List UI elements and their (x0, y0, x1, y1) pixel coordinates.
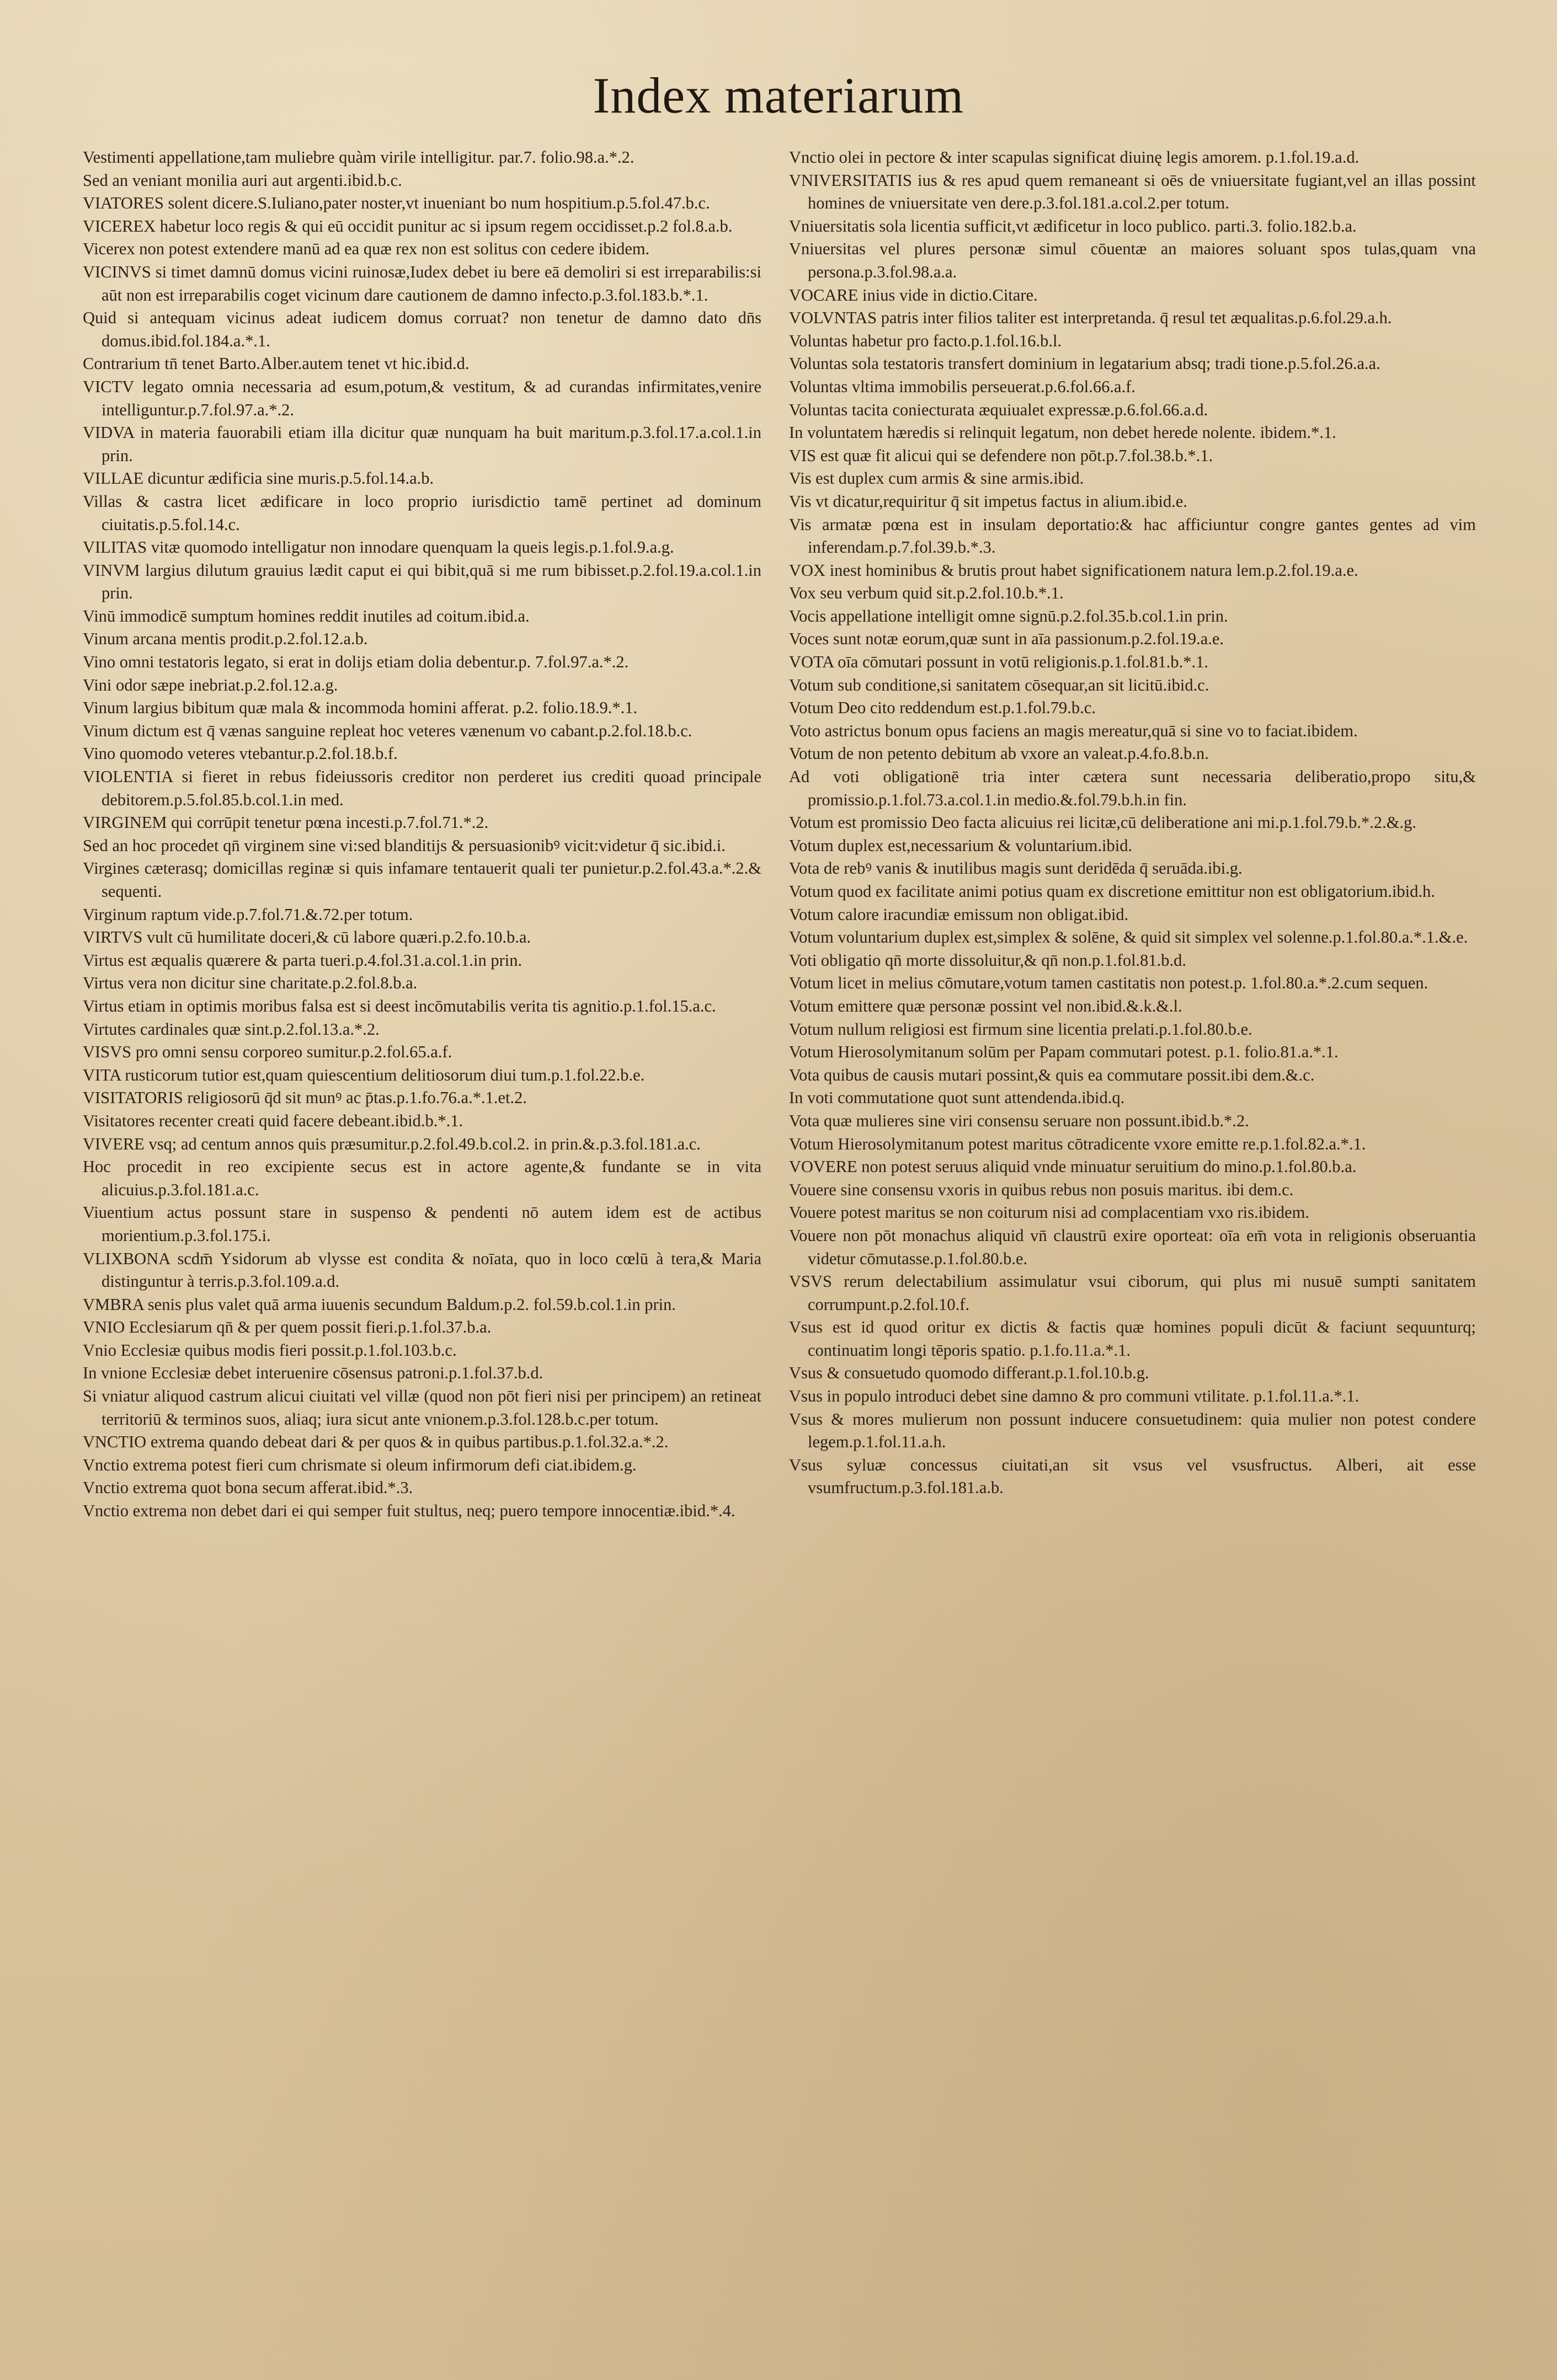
index-entry: Virginum raptum vide.p.7.fol.71.&.72.per totum. (83, 905, 413, 924)
index-entry: Vini odor sæpe inebriat.p.2.fol.12.a.g. (83, 675, 338, 694)
index-entry: Voluntas sola testatoris transfert dominium in legatarium absq; tradi tione.p.5.fol.26.a.a. (789, 354, 1380, 373)
index-entry: VOTA oīa cōmutari possunt in votū religionis.p.1.fol.81.b.*.1. (789, 653, 1208, 672)
index-entry: VISITATORIS religiosorū q̄d sit munꝰ ac p̄tas.p.1.fo.76.a.*.1.et.2. (83, 1088, 527, 1108)
index-entry: Votum Hierosolymitanum potest maritus cōtradicente vxore emitte re.p.1.fol.82.a.*.1. (789, 1134, 1366, 1153)
index-entry: Virtutes cardinales quæ sint.p.2.fol.13.a.*.2. (83, 1019, 380, 1039)
index-entry: Vnctio olei in pectore & inter scapulas significat diuinę legis amorem. p.1.fol.19.a.d. (789, 148, 1359, 167)
index-entry: Viuentium actus possunt stare in suspenso & pendenti nō autem idem est de actibus morientium.p.3.fol.175.i. (83, 1203, 761, 1245)
index-entry: Vota de rebꝰ vanis & inutilibus magis sunt deridēda q̄ seruāda.ibi.g. (789, 859, 1243, 878)
index-entry: Votum licet in melius cōmutare,votum tamen castitatis non potest.p. 1.fol.80.a.*.2.cum sequen. (789, 974, 1428, 993)
index-entry: Virtus vera non dicitur sine charitate.p.2.fol.8.b.a. (83, 974, 418, 993)
index-entry: Voti obligatio qn̄ morte dissoluitur,& qn̄ non.p.1.fol.81.b.d. (789, 950, 1187, 970)
left-column (83, 146, 761, 1523)
index-entry: Votum voluntarium duplex est,simplex & solēne, & quid sit simplex vel solenne.p.1.fol.80.a.*.1.&.e. (789, 928, 1468, 947)
index-entry: VICTV legato omnia necessaria ad esum,potum,& vestitum, & ad curandas infirmitates,venire intelliguntur.p.7.fol.97.a.*.2. (83, 377, 761, 419)
index-entry: Virtus etiam in optimis moribus falsa est si deest incōmutabilis verita tis agnitio.p.1.fol.15.a.c. (83, 996, 716, 1015)
index-entry: Vestimenti appellatione,tam muliebre quàm virile intelligitur. par.7. folio.98.a.*.2. (83, 148, 634, 167)
index-entry: Votum calore iracundiæ emissum non obligat.ibid. (789, 905, 1129, 924)
index-entry: Vnctio extrema non debet dari ei qui semper fuit stultus, neq; puero tempore innocentiæ.ibid.*.4. (83, 1501, 735, 1521)
index-entry: Vis armatæ pœna est in insulam deportatio:& hac afficiuntur congre gantes gentes ad vim inferendam.p.7.fol.39.b.*.3. (789, 515, 1476, 557)
index-entry: Vox seu verbum quid sit.p.2.fol.10.b.*.1. (789, 584, 1064, 603)
index-entry: Voces sunt notæ eorum,quæ sunt in aīa passionum.p.2.fol.19.a.e. (789, 629, 1224, 649)
index-entry: VOX inest hominibus & brutis prout habet significationem natura lem.p.2.fol.19.a.e. (789, 560, 1358, 580)
index-entry: VICINVS si timet damnū domus vicini ruinosæ,Iudex debet iu bere eā demoliri si est irreparabilis:si aūt non est irreparabilis coget vicinum dare cautionem de damno infecto.p.3.fol.183.b.*.1. (83, 262, 761, 304)
index-entry: VMBRA senis plus valet quā arma iuuenis secundum Baldum.p.2. fol.59.b.col.1.in prin. (83, 1295, 676, 1314)
index-entry: Votum emittere quæ personæ possint vel non.ibid.&.k.&.l. (789, 996, 1182, 1015)
right-column (789, 146, 1476, 1500)
index-entry: VITA rusticorum tutior est,quam quiescentium delitiosorum diui tum.p.1.fol.22.b.e. (83, 1065, 645, 1084)
index-entry: Visitatores recenter creati quid facere debeant.ibid.b.*.1. (83, 1111, 463, 1130)
index-entry: Sed an hoc procedet qn̄ virginem sine vi:sed blanditijs & persuasionibꝰ vicit:videtur q̄ sic.ibid.i. (83, 836, 726, 855)
index-entry: Votum de non petento debitum ab vxore an valeat.p.4.fo.8.b.n. (789, 744, 1209, 763)
index-entry: Quid si antequam vicinus adeat iudicem domus corruat? non tenetur de damno dato dn̄s domus.ibid.fol.184.a.*.1. (83, 308, 761, 350)
index-entry: Vsus & consuetudo quomodo differant.p.1.fol.10.b.g. (789, 1363, 1149, 1383)
index-entry: Vsus in populo introduci debet sine damno & pro communi vtilitate. p.1.fol.11.a.*.1. (789, 1387, 1359, 1406)
index-entry: VIVERE vsq; ad centum annos quis præsumitur.p.2.fol.49.b.col.2. in prin.&.p.3.fol.181.a.c. (83, 1134, 701, 1153)
index-entry: Contrarium tn̄ tenet Barto.Alber.autem tenet vt hic.ibid.d. (83, 354, 470, 373)
index-entry: Sed an veniant monilia auri aut argenti.ibid.b.c. (83, 170, 402, 190)
index-entry: Vinum dictum est q̄ vænas sanguine repleat hoc veteres vænenum vo cabant.p.2.fol.18.b.c. (83, 721, 692, 740)
index-entry: Vicerex non potest extendere manū ad ea quæ rex non est solitus con cedere ibidem. (83, 239, 650, 259)
index-entry: VNIO Ecclesiarum qn̄ & per quem possit fieri.p.1.fol.37.b.a. (83, 1318, 492, 1337)
index-entry: Vsus syluæ concessus ciuitati,an sit vsus vel vsusfructus. Alberi, ait esse vsumfructum.p.3.fol.181.a.b. (789, 1455, 1476, 1497)
index-entry: VILITAS vitæ quomodo intelligatur non innodare quenquam la queis legis.p.1.fol.9.a.g. (83, 538, 674, 557)
index-entry: Virtus est æqualis quærere & parta tueri.p.4.fol.31.a.col.1.in prin. (83, 950, 522, 970)
index-entry: VOLVNTAS patris inter filios taliter est interpretanda. q̄ resul tet æqualitas.p.6.fol.29.a.h. (789, 308, 1392, 328)
index-entry: VNCTIO extrema quando debeat dari & per quos & in quibus partibus.p.1.fol.32.a.*.2. (83, 1432, 669, 1452)
index-entry: Votum nullum religiosi est firmum sine licentia prelati.p.1.fol.80.b.e. (789, 1019, 1252, 1039)
index-entry: Votum Hierosolymitanum solūm per Papam commutari potest. p.1. folio.81.a.*.1. (789, 1042, 1339, 1062)
index-entry: Vinum arcana mentis prodit.p.2.fol.12.a.b. (83, 629, 368, 649)
index-entry: Ad voti obligationē tria inter cætera sunt necessaria deliberatio,propo situ,& promissio.p.1.fol.73.a.col.1.in medio.&.fol.79.b.h.in fin. (789, 767, 1476, 809)
index-entry: VIS est quæ fit alicui qui se defendere non pōt.p.7.fol.38.b.*.1. (789, 446, 1213, 465)
index-entry: Hoc procedit in reo excipiente secus est in actore agente,& fundante se in vita alicuius.p.3.fol.181.a.c. (83, 1157, 761, 1199)
index-entry: Voluntas habetur pro facto.p.1.fol.16.b.l. (789, 331, 1062, 350)
index-entry: Vsus & mores mulierum non possunt inducere consuetudinem: quia mulier non potest condere legem.p.1.fol.11.a.h. (789, 1409, 1476, 1452)
index-entry: Vocis appellatione intelligit omne signū.p.2.fol.35.b.col.1.in prin. (789, 606, 1228, 625)
index-entry: Vniuersitas vel plures personæ simul cōuentæ an maiores soluant spos tulas,quam vna persona.p.3.fol.98.a.a. (789, 239, 1476, 281)
page-title: Index materiarum (593, 67, 964, 124)
index-entry: Vsus est id quod oritur ex dictis & factis quæ homines populi dicūt & faciunt sequunturq; continuatim longi tēporis spatio. p.1.fo.11.a.*.1. (789, 1318, 1476, 1360)
index-entry: Vis est duplex cum armis & sine armis.ibid. (789, 469, 1084, 488)
index-entry: Vinum largius bibitum quæ mala & incommoda homini afferat. p.2. folio.18.9.*.1. (83, 698, 638, 718)
index-entry: Vnio Ecclesiæ quibus modis fieri possit.p.1.fol.103.b.c. (83, 1340, 457, 1360)
index-entry: Vinū immodicē sumptum homines reddit inutiles ad coitum.ibid.a. (83, 606, 530, 625)
index-entry: VIATORES solent dicere.S.Iuliano,pater noster,vt inueniant bo num hospitium.p.5.fol.47.b.c. (83, 194, 710, 213)
index-entry: Votum est promissio Deo facta alicuius rei licitæ,cū deliberatione ani mi.p.1.fol.79.b.*.2.&.g. (789, 813, 1417, 832)
index-entry: Vniuersitatis sola licentia sufficit,vt ædificetur in loco publico. parti.3. folio.182.b.a. (789, 216, 1357, 236)
index-entry: Votum duplex est,necessarium & voluntarium.ibid. (789, 836, 1133, 855)
index-entry: VILLAE dicuntur ædificia sine muris.p.5.fol.14.a.b. (83, 469, 434, 488)
index-entry: In vnione Ecclesiæ debet interuenire cōsensus patroni.p.1.fol.37.b.d. (83, 1363, 543, 1383)
index-entry: VOVERE non potest seruus aliquid vnde minuatur seruitium do mino.p.1.fol.80.b.a. (789, 1157, 1357, 1176)
index-entry: Vouere sine consensu vxoris in quibus rebus non posuis maritus. ibi dem.c. (789, 1180, 1294, 1199)
index-entry: VOCARE inius vide in dictio.Citare. (789, 285, 1038, 304)
index-entry: Vouere potest maritus se non coiturum nisi ad complacentiam vxo ris.ibidem. (789, 1203, 1310, 1222)
index-entry: Vouere non pōt monachus aliquid vn̄ claustrū exire oporteat: oīa em̄ vota in religionis obseruantia videtur cōmutasse.p.1.fol.80.b.e. (789, 1226, 1476, 1268)
index-entry: VIRTVS vult cū humilitate doceri,& cū labore quæri.p.2.fo.10.b.a. (83, 928, 531, 947)
index-entry: Vota quæ mulieres sine viri consensu seruare non possunt.ibid.b.*.2. (789, 1111, 1249, 1130)
index-entry: Votum quod ex facilitate animi potius quam ex discretione emittitur non est obligatorium.ibid.h. (789, 882, 1435, 901)
index-entry: Vis vt dicatur,requiritur q̄ sit impetus factus in alium.ibid.e. (789, 491, 1188, 511)
index-entry: Si vniatur aliquod castrum alicui ciuitati vel villæ (quod non pōt fieri nisi per principem) an retineat territoriū & terminos suos, aliaq; iura sicut ante vnionem.p.3.fol.128.b.c.per totum. (83, 1387, 761, 1429)
index-entry: VINVM largius dilutum grauius lædit caput ei qui bibit,quā si me rum bibisset.p.2.fol.19.a.col.1.in prin. (83, 560, 761, 603)
index-entry: Vnctio extrema quot bona secum afferat.ibid.*.3. (83, 1478, 413, 1497)
index-entry: Voluntas tacita coniecturata æquiualet expressæ.p.6.fol.66.a.d. (789, 400, 1208, 419)
index-entry: Vino omni testatoris legato, si erat in dolijs etiam dolia debentur.p. 7.fol.97.a.*.2. (83, 653, 629, 672)
index-entry: VNIVERSITATIS ius & res apud quem remaneant si oēs de vniuersitate fugiant,vel an illas possint homines de vniuersitate ven dere.p.3.fol.181.a.col.2.per totum. (789, 170, 1476, 213)
index-entry: Vota quibus de causis mutari possint,& quis ea commutare possit.ibi dem.&.c. (789, 1065, 1315, 1084)
index-entry: VIOLENTIA si fieret in rebus fideiussoris creditor non perderet ius crediti quoad principale debitorem.p.5.fol.85.b.col.1.in med. (83, 767, 761, 809)
index-entry: In voluntatem hæredis si relinquit legatum, non debet herede nolente. ibidem.*.1. (789, 423, 1336, 442)
index-entry: Votum Deo cito reddendum est.p.1.fol.79.b.c. (789, 698, 1096, 718)
index-entry: In voti commutatione quot sunt attendenda.ibid.q. (789, 1088, 1125, 1108)
index-entry: VSVS rerum delectabilium assimulatur vsui ciborum, qui plus mi nusuē sumpti sanitatem corrumpunt.p.2.fol.10.f. (789, 1272, 1476, 1314)
index-entry: VIDVA in materia fauorabili etiam illa dicitur quæ nunquam ha buit maritum.p.3.fol.17.a.col.1.in prin. (83, 423, 761, 465)
index-entry: Votum sub conditione,si sanitatem cōsequar,an sit licitū.ibid.c. (789, 675, 1209, 694)
index-entry: Vino quomodo veteres vtebantur.p.2.fol.18.b.f. (83, 744, 398, 763)
index-entry: Vnctio extrema potest fieri cum chrismate si oleum infirmorum defi ciat.ibidem.g. (83, 1455, 637, 1474)
index-entry: VICEREX habetur loco regis & qui eū occidit punitur ac si ipsum regem occidisset.p.2 fol.8.a.b. (83, 216, 733, 236)
index-entry: Villas & castra licet ædificare in loco proprio iurisdictio tamē pertinet ad dominum ciuitatis.p.5.fol.14.c. (83, 491, 761, 534)
index-entry: VIRGINEM qui corrūpit tenetur pœna incesti.p.7.fol.71.*.2. (83, 813, 489, 832)
index-entry: VLIXBONA scdm̄ Ysidorum ab vlysse est condita & noīata, quo in loco cœlū à tera,& Maria distinguntur à terris.p.3.fol.109.a.d. (83, 1249, 761, 1291)
index-entry: Voto astrictus bonum opus faciens an magis mereatur,quā si sine vo to faciat.ibidem. (789, 721, 1358, 740)
index-entry: VISVS pro omni sensu corporeo sumitur.p.2.fol.65.a.f. (83, 1042, 452, 1062)
index-entry: Virgines cæterasq; domicillas reginæ si quis infamare tentauerit quali ter punietur.p.2.fol.43.a.*.2.& sequenti. (83, 859, 761, 901)
index-entry: Voluntas vltima immobilis perseuerat.p.6.fol.66.a.f. (789, 377, 1135, 396)
